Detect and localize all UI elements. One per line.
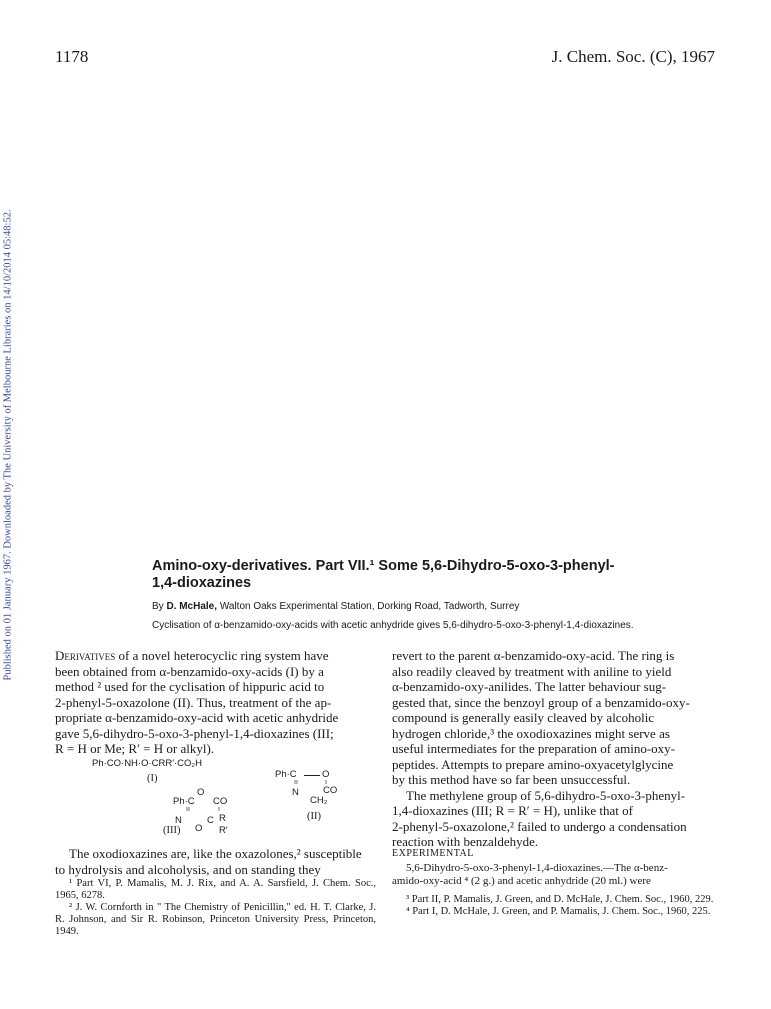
text-line: amido-oxy-acid ⁴ (2 g.) and acetic anhydride (20 ml.) were — [392, 875, 651, 887]
bond — [304, 775, 320, 776]
atom-n: N — [292, 787, 299, 798]
publication-note: Published on 01 January 1967. Downloaded by The University of Melbourne Libraries on 14/10/2014 05:48:52. — [2, 209, 14, 681]
left-column — [55, 648, 376, 757]
page-number: 1178 — [55, 47, 89, 66]
text-line: 1,4-dioxazines (III; R = R′ = H), unlike that of — [392, 803, 633, 818]
experimental-heading: EXPERIMENTAL — [392, 848, 474, 859]
footnote-3: ³ Part II, P. Mamalis, J. Green, and D. McHale, J. Chem. Soc., 1960, 229. — [406, 894, 714, 905]
formula-I: Ph·CO·NH·O·CRR′·CO₂H — [92, 758, 202, 769]
author-name: D. McHale, — [166, 601, 218, 612]
text-line: method ² used for the cyclisation of hippuric acid to — [55, 679, 325, 694]
left-footnotes — [55, 878, 376, 938]
text-line: hydrogen chloride,³ the oxodioxazines might serve as — [392, 725, 670, 741]
structures-figure — [55, 755, 376, 840]
text-line: α-benzamido-oxy-anilides. The latter behaviour sug- — [392, 679, 667, 694]
text-line: to hydrolysis and alcoholysis, and on standing they — [55, 861, 321, 877]
journal-header: J. Chem. Soc. (C), 1967 — [551, 47, 715, 66]
text-line: propriate α-benzamido-oxy-acid with acetic anhydride — [55, 710, 339, 725]
text-line: by this method have so far been unsuccessful. — [392, 772, 631, 787]
text-line: The methylene group of 5,6-dihydro-5-oxo-3-phenyl- — [406, 787, 686, 803]
text-line: been obtained from α-benzamido-oxy-acids (I) by a — [55, 663, 324, 679]
text-line: also readily cleaved by treatment with aniline to yield — [392, 663, 672, 679]
text-line: gave 5,6-dihydro-5-oxo-3-phenyl-1,4-dioxazines (III; — [55, 725, 334, 741]
text-line: revert to the parent α-benzamido-oxy-acid. The ring is — [392, 648, 675, 663]
left-para-1 — [55, 648, 376, 664]
atom-ph-c: Ph·C — [173, 796, 195, 807]
affiliation: Walton Oaks Experimental Station, Dorking Road, Tadworth, Surrey — [219, 601, 520, 612]
atom-o: O — [195, 823, 203, 834]
article-title — [152, 558, 742, 592]
right-column — [392, 648, 714, 850]
text-line: 5,6-Dihydro-5-oxo-3-phenyl-1,4-dioxazines.—The α-benz- — [406, 862, 668, 874]
text-line: useful intermediates for the preparation of amino-oxy- — [392, 741, 676, 756]
text-line: of a novel heterocyclic ring system have — [118, 648, 329, 663]
abstract: Cyclisation of α-benzamido-oxy-acids with acetic anhydride gives 5,6-dihydro-5-oxo-3-phenyl-1,4-dioxazines. — [152, 620, 634, 631]
atom-r: R — [219, 813, 226, 824]
text-line: gested that, since the benzoyl group of a benzamido-oxy- — [392, 694, 690, 710]
atom-r-prime: R′ — [219, 825, 228, 836]
atom-co: CO — [323, 785, 338, 796]
single-bond-mark: ı — [218, 806, 220, 813]
byline — [152, 601, 519, 612]
label-II: (II) — [307, 811, 321, 822]
right-footnotes — [392, 894, 714, 918]
atom-co: CO — [213, 796, 228, 807]
atom-ph-c: Ph·C — [275, 769, 297, 780]
text-line: compound is generally easily cleaved by alcoholic — [392, 710, 655, 725]
double-bond-mark: ıı — [294, 779, 298, 786]
atom-o: O — [197, 787, 205, 798]
label-I: (I) — [147, 773, 158, 784]
footnote-2: ² J. W. Cornforth in " The Chemistry of Penicillin," ed. H. T. Clarke, J. R. Johnson, and Sir R. Robinson, Princeton University Press, Princeton, 1949. — [55, 902, 376, 937]
text-line: The oxodioxazines are, like the oxazolones,² susceptible — [69, 846, 362, 861]
text-line: reaction with benzaldehyde. — [392, 834, 539, 849]
footnote-4: ⁴ Part I, D. McHale, J. Green, and P. Mamalis, J. Chem. Soc., 1960, 225. — [406, 906, 711, 917]
title-line-1: Amino-oxy-derivatives. Part VII.¹ Some 5,6-Dihydro-5-oxo-3-phenyl- — [152, 558, 615, 574]
atom-n: N — [175, 815, 182, 826]
experimental-text — [392, 862, 714, 888]
atom-ch2: CH₂ — [310, 795, 328, 806]
label-III: (III) — [163, 825, 181, 836]
text-line: peptides. Attempts to prepare amino-oxyacetylglycine — [392, 756, 674, 772]
title-line-2: 1,4-dioxazines — [152, 575, 252, 591]
text-line: 2-phenyl-5-oxazolone (II). Thus, treatment of the ap- — [55, 694, 332, 710]
footnote-1: ¹ Part VI, P. Mamalis, M. J. Rix, and A. A. Sarsfield, J. Chem. Soc., 1965, 6278. — [55, 878, 376, 901]
left-column-continued — [55, 846, 376, 877]
text-line: R = H or Me; R′ = H or alkyl). — [55, 741, 215, 756]
lead-word: Derivatives — [55, 648, 116, 663]
atom-c: C — [207, 815, 214, 826]
single-bond-mark: ı — [325, 779, 327, 786]
double-bond-mark: ıı — [186, 806, 190, 813]
by-prefix: By — [152, 601, 164, 612]
atom-o: O — [322, 769, 330, 780]
text-line: 2-phenyl-5-oxazolone,² failed to undergo a condensation — [392, 818, 687, 834]
